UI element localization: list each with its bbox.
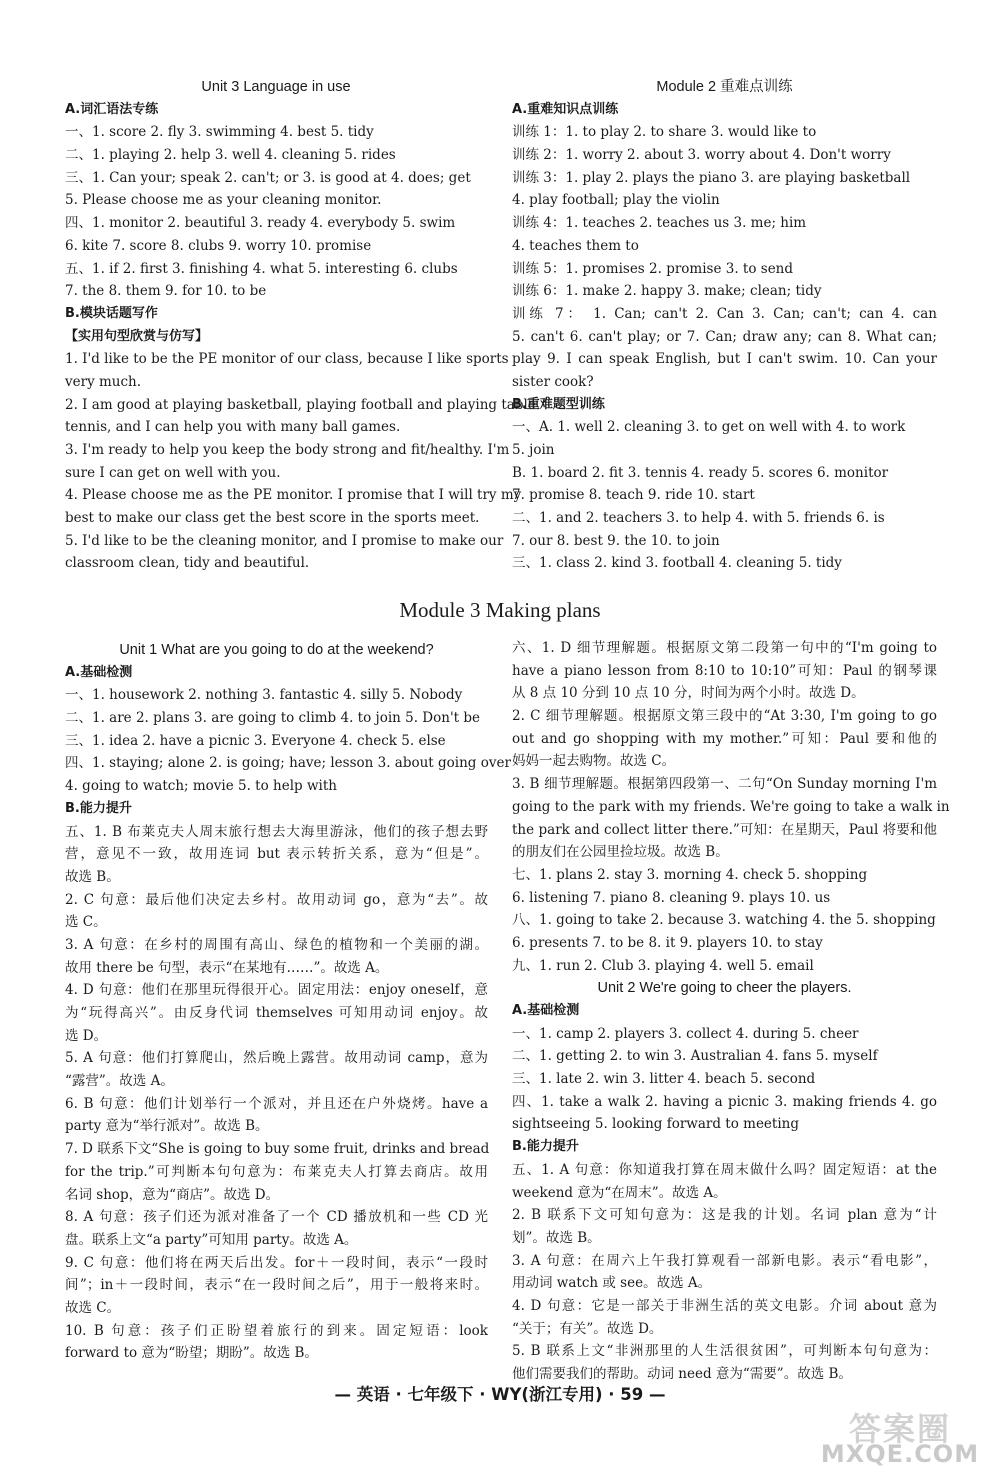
answer-line: 三、1. Can your; speak 2. can't; or 3. is good at 4. does; get — [65, 169, 471, 186]
answer-line: 九、1. run 2. Club 3. playing 4. well 5. email — [512, 957, 814, 974]
answer-line: 1. I'd like to be the PE monitor of our class, because I like sports — [65, 351, 509, 368]
answer-line: 五、1. A 句意：你知道我打算在周末做什么吗？固定短语：at the — [512, 1161, 937, 1178]
answer-line: 间”；in＋一段时间，表示“在一段时间之后”，用于一般将来时。 — [65, 1277, 488, 1294]
answer-line: 7. the 8. them 9. for 10. to be — [65, 283, 267, 300]
watermark-url: MXQE.COM — [820, 1440, 980, 1468]
answer-line: tennis, and I can help you with many ball games. — [65, 419, 401, 436]
answer-line: 4. play football; play the violin — [512, 192, 720, 209]
answer-line: best to make our class get the best score in the sports meet. — [65, 510, 480, 527]
answer-line: 四、1. staying; alone 2. is going; have; lesson 3. about going over — [65, 755, 511, 772]
answer-line: 二、1. getting 2. to win 3. Australian 4. fans 5. myself — [512, 1048, 878, 1065]
answer-line: 5. can't 6. can't play; or 7. Can; draw any; can 8. What can; — [512, 328, 937, 345]
answer-line: 6. kite 7. score 8. clubs 9. worry 10. promise — [65, 237, 372, 254]
answer-line: out and go shopping with my mother.”可知：Paul 要和他的 — [512, 730, 937, 747]
answer-line: “露营”。故选 A。 — [65, 1073, 174, 1090]
section-heading: A.词汇语法专练 — [65, 101, 159, 117]
answer-line: 3. A 句意：在乡村的周围有高山、绿色的植物和一个美丽的湖。 — [65, 936, 488, 953]
answer-line: play 9. I can speak English, but I can't swim. 10. Can your — [512, 351, 937, 368]
answer-line: 训练 1：1. to play 2. to share 3. would like to — [512, 124, 817, 141]
answer-line: 3. I'm ready to help you keep the body strong and fit/healthy. I'm — [65, 442, 510, 458]
answer-line: 4. teaches them to — [512, 237, 639, 254]
answer-line: 6. B 句意：他们计划举行一个派对，并且还在户外烧烤。have a — [65, 1095, 488, 1112]
answer-line: sister cook? — [512, 373, 594, 390]
answer-line: 5. I'd like to be the cleaning monitor, and I promise to make our — [65, 532, 504, 549]
section-heading: A.基础检测 — [512, 1003, 580, 1018]
answer-line: 3. B 细节理解题。根据第四段第一、二句“On Sunday morning I'm — [512, 776, 937, 793]
answer-line: 5. Please choose me as your cleaning monitor. — [65, 192, 382, 209]
answer-line: 一、1. camp 2. players 3. collect 4. during 5. cheer — [512, 1025, 859, 1042]
answer-line: 一、1. housework 2. nothing 3. fantastic 4. silly 5. Nobody — [65, 687, 463, 704]
answer-line: 4. D 句意：它是一部关于非洲生活的英文电影。介词 about 意为 — [512, 1297, 937, 1314]
answer-line: weekend 意为“在周末”。故选 A。 — [512, 1184, 727, 1201]
answer-line: 训练 4：1. teaches 2. teaches us 3. me; him — [512, 215, 807, 232]
section-heading: A.基础检测 — [65, 664, 133, 680]
watermark-chars: 答案圈 — [848, 1410, 951, 1448]
answer-line: 五、1. B 布莱克夫人周末旅行想去大海里游泳，他们的孩子想去野 — [65, 823, 488, 840]
answer-line: 5. join — [512, 442, 555, 458]
answer-line: 名词 shop，意为“商店”。故选 D。 — [65, 1186, 280, 1203]
answer-line: 故选 B。 — [65, 868, 120, 885]
answer-line: 训练 3：1. play 2. plays the piano 3. are playing basketball — [512, 169, 911, 186]
answer-line: the park and collect litter there.”可知：在星期天，Paul 将要和他 — [512, 821, 937, 838]
section-heading: B.能力提升 — [65, 800, 132, 816]
answer-line: 训练 7： 1. Can; can't 2. Can 3. Can; can't; can 4. can — [512, 305, 937, 322]
unit-title: Unit 2 We're going to cheer the players. — [597, 980, 852, 997]
answer-line: 3. A 句意：在周六上午我打算观看一部新电影。表示“看电影”， — [512, 1252, 937, 1269]
answer-line: 四、1. take a walk 2. having a picnic 3. making friends 4. go — [512, 1093, 937, 1110]
bottom-left-column — [65, 639, 511, 1365]
answer-line: 2. C 细节理解题。根据原文第三段中的“At 3:30, I'm going to go — [512, 708, 937, 725]
module-title: Module 3 Making plans — [399, 598, 601, 622]
answer-line: 4. Please choose me as the PE monitor. I promise that I will try my — [65, 487, 522, 504]
answer-line: 一、A. 1. well 2. cleaning 3. to get on well with 4. to work — [512, 419, 906, 436]
answer-line: 妈妈一起去购物。故选 C。 — [512, 753, 676, 770]
answer-line: 4. going to watch; movie 5. to help with — [65, 778, 337, 795]
answer-line: 六、1. D 细节理解题。根据原文第二段第一句中的“I'm going to — [512, 640, 937, 656]
answer-line: 故用 there be 句型，表示“在某地有……”。故选 A。 — [65, 959, 389, 976]
section-heading: A.重难知识点训练 — [512, 101, 619, 117]
section-heading: B.重难题型训练 — [512, 396, 605, 412]
answer-line: 用动词 watch 或 see。故选 A。 — [512, 1275, 712, 1292]
answer-line: 五、1. if 2. first 3. finishing 4. what 5. interesting 6. clubs — [65, 260, 458, 277]
answer-line: very much. — [65, 373, 142, 390]
answer-line: 二、1. playing 2. help 3. well 4. cleaning 5. rides — [65, 147, 396, 164]
unit-title: Module 2 重难点训练 — [656, 79, 793, 95]
answer-line: 2. C 句意：最后他们决定去乡村。故用动词 go，意为“去”。故 — [65, 891, 488, 908]
answer-line: 7. promise 8. teach 9. ride 10. start — [512, 487, 755, 504]
answer-line: 七、1. plans 2. stay 3. morning 4. check 5. shopping — [512, 866, 868, 883]
answer-line: 6. listening 7. piano 8. cleaning 9. plays 10. us — [512, 889, 831, 906]
answer-line: 二、1. are 2. plans 3. are going to climb 4. to join 5. Don't be — [65, 710, 480, 727]
answer-line: 2. I am good at playing basketball, playing football and playing table — [65, 396, 536, 413]
answer-line: 一、1. score 2. fly 3. swimming 4. best 5. tidy — [65, 124, 374, 141]
answer-line: 的朋友们在公园里捡垃圾。故选 B。 — [512, 844, 729, 861]
answer-line: 6. presents 7. to be 8. it 9. players 10. to stay — [512, 934, 823, 951]
answer-line: 选 C。 — [65, 914, 107, 931]
answer-line: 三、1. class 2. kind 3. football 4. cleaning 5. tidy — [512, 555, 842, 572]
bottom-right-column — [512, 637, 950, 1386]
answer-line: sightseeing 5. looking forward to meeting — [512, 1116, 800, 1133]
section-heading: B.能力提升 — [512, 1139, 579, 1155]
answer-line: “关于；有关”。故选 D。 — [512, 1320, 663, 1337]
answer-line: 八、1. going to take 2. because 3. watching 4. the 5. shopping — [512, 912, 936, 929]
answer-line: classroom clean, tidy and beautiful. — [65, 555, 310, 572]
answer-line: 4. D 句意：他们在那里玩得很开心。固定用法：enjoy oneself，意 — [65, 982, 488, 999]
answer-line: 故选 C。 — [65, 1299, 121, 1316]
answer-line: 三、1. idea 2. have a picnic 3. Everyone 4. check 5. else — [65, 732, 446, 749]
answer-line: 选 D。 — [65, 1027, 108, 1044]
answer-line: 盘。联系上文“a party”可知用 party。故选 A。 — [65, 1231, 358, 1248]
answer-line: 7. D 联系下文“She is going to buy some fruit, drinks and bread — [65, 1141, 490, 1158]
answer-line: 5. A 句意：他们打算爬山，然后晚上露营。故用动词 camp，意为 — [65, 1050, 488, 1067]
answer-line: 从 8 点 10 分到 10 点 10 分，时间为两个小时。故选 D。 — [512, 685, 865, 702]
answer-line: 5. B 联系上文“非洲那里的人生活很贫困”，可判断本句句意为： — [512, 1343, 937, 1360]
answer-line: 10. B 句意：孩子们正盼望着旅行的到来。固定短语：look — [65, 1322, 488, 1339]
answer-line: forward to 意为“盼望；期盼”。故选 B。 — [65, 1345, 318, 1362]
answer-line: 营，意见不一致，故用连词 but 表示转折关系，意为“但是”。 — [65, 846, 488, 863]
answer-line: 8. A 句意：孩子们还为派对准备了一个 CD 播放机和一些 CD 光 — [65, 1209, 488, 1226]
answer-line: B. 1. board 2. fit 3. tennis 4. ready 5. scores 6. monitor — [512, 464, 889, 481]
answer-line: going to the park with my friends. We're going to take a walk in — [512, 798, 950, 815]
page-footer: — 英语 · 七年级下 · WY(浙江专用) · 59 — — [334, 1385, 666, 1404]
watermark-logo — [815, 1404, 985, 1468]
section-heading: 【实用句型欣赏与仿写】 — [65, 328, 209, 344]
answer-line: 训练 5：1. promises 2. promise 3. to send — [512, 260, 794, 277]
answer-line: 划”。故选 B。 — [512, 1229, 601, 1246]
answer-line: 他们需要我们的帮助。动词 need 意为“需要”。故选 B。 — [512, 1366, 852, 1382]
answer-line: sure I can get on well with you. — [65, 464, 281, 481]
answer-line: 7. our 8. best 9. the 10. to join — [512, 532, 720, 549]
answer-line: 训练 6：1. make 2. happy 3. make; clean; tidy — [512, 283, 822, 300]
answer-line: for the trip.”可判断本句句意为：布莱克夫人打算去商店。故用 — [65, 1163, 488, 1180]
unit-title: Unit 1 What are you going to do at the weekend? — [119, 642, 434, 658]
answer-line: 二、1. and 2. teachers 3. to help 4. with 5. friends 6. is — [512, 510, 885, 527]
answer-line: 为“玩得高兴”。由反身代词 themselves 可知用动词 enjoy。故 — [65, 1005, 488, 1021]
answer-line: 2. B 联系下文可知句意为：这是我的计划。名词 plan 意为“计 — [512, 1207, 937, 1224]
answer-line: party 意为“举行派对”。故选 B。 — [65, 1118, 269, 1135]
answer-line: 四、1. monitor 2. beautiful 3. ready 4. everybody 5. swim — [65, 215, 456, 232]
answer-line: have a piano lesson from 8:10 to 10:10”可知：Paul 的钢琴课 — [512, 662, 937, 679]
answer-line: 9. C 句意：他们将在两天后出发。for＋一段时间，表示“一段时 — [65, 1254, 488, 1271]
answer-line: 三、1. late 2. win 3. litter 4. beach 5. second — [512, 1071, 816, 1088]
unit-title: Unit 3 Language in use — [201, 79, 351, 95]
section-heading: B.模块话题写作 — [65, 305, 158, 321]
top-right-column — [512, 76, 937, 575]
answer-line: 训练 2：1. worry 2. about 3. worry about 4. Don't worry — [512, 147, 891, 164]
